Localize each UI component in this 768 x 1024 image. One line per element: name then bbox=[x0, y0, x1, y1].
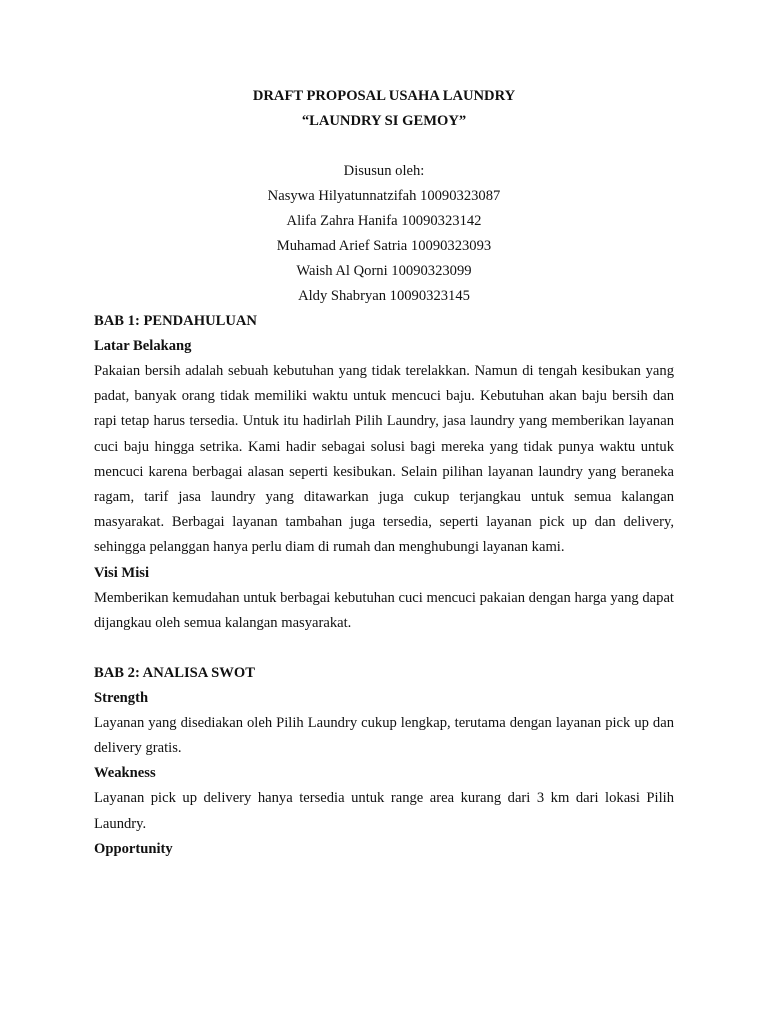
document-page bbox=[94, 84, 674, 862]
strength-text: Layanan yang disediakan oleh Pilih Laundry cukup lengkap, terutama dengan layanan pick up dan delivery gratis. bbox=[94, 715, 674, 757]
weakness-heading: Weakness bbox=[94, 765, 156, 782]
bab2-section bbox=[94, 661, 674, 862]
latar-belakang-heading: Latar Belakang bbox=[94, 338, 192, 354]
spacer bbox=[94, 636, 674, 661]
visi-misi-text: Memberikan kemudahan untuk berbagai kebutuhan cuci mencuci pakaian dengan harga yang dapat dijangkau oleh semua kalangan masyarakat. bbox=[94, 589, 674, 631]
title-block bbox=[94, 84, 674, 134]
weakness-text: Layanan pick up delivery hanya tersedia untuk range area kurang dari 3 km dari lokasi Pilih Laundry. bbox=[94, 790, 674, 832]
author-line: Waish Al Qorni 10090323099 bbox=[296, 263, 472, 279]
author-line: Alifa Zahra Hanifa 10090323142 bbox=[286, 213, 482, 229]
spacer bbox=[94, 134, 674, 159]
author-line: Aldy Shabryan 10090323145 bbox=[298, 288, 470, 304]
authors-label: Disusun oleh: bbox=[343, 163, 425, 179]
bab1-heading: BAB 1: PENDAHULUAN bbox=[94, 313, 257, 329]
authors-block bbox=[94, 159, 674, 309]
author-line: Nasywa Hilyatunnatzifah 10090323087 bbox=[267, 188, 501, 204]
strength-heading: Strength bbox=[94, 690, 149, 707]
visi-misi-heading: Visi Misi bbox=[94, 564, 149, 581]
latar-belakang-text: Pakaian bersih adalah sebuah kebutuhan yang tidak terelakkan. Namun di tengah kesibukan yang padat, banyak orang tidak memiliki waktu untuk mencuci baju. Kebutuhan akan baju bersih dan rapi tetap harus tersedia. Untuk itu hadirlah Pilih Laundry, jasa laundry yang memberikan layanan cuci baju hingga setrika. Kami hadir sebagai solusi bagi mereka yang tidak punya waktu untuk mencuci karena berbagai alasan seperti kesibukan. Selain pilihan layanan laundry yang beraneka ragam, tarif jasa laundry yang ditawarkan juga cukup terjangkau untuk semua kalangan masyarakat. Berbagai layanan tambahan juga tersedia, seperti layanan pick up dan delivery, sehingga pelanggan hanya perlu diam di rumah dan menghubungi layanan kami. bbox=[94, 363, 674, 556]
document-title: DRAFT PROPOSAL USAHA LAUNDRY bbox=[252, 88, 516, 104]
document-subtitle: “LAUNDRY SI GEMOY” bbox=[301, 113, 467, 129]
bab2-heading: BAB 2: ANALISA SWOT bbox=[94, 665, 255, 682]
opportunity-heading: Opportunity bbox=[94, 840, 173, 857]
bab1-section bbox=[94, 309, 674, 636]
author-line: Muhamad Arief Satria 10090323093 bbox=[276, 238, 492, 254]
